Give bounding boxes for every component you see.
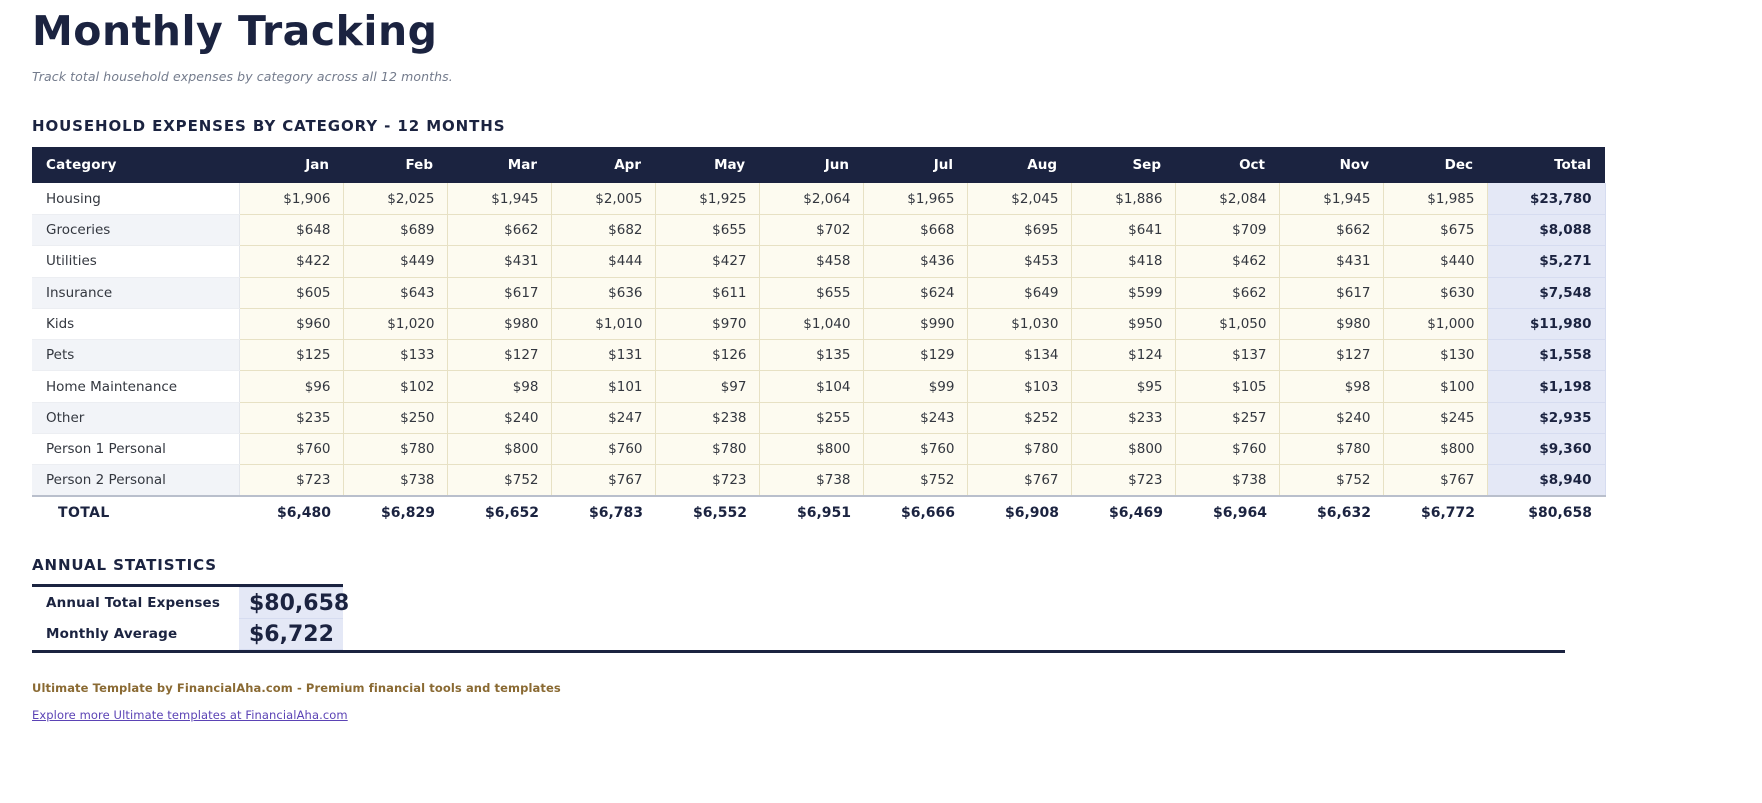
table-row: [32, 308, 1605, 339]
cell-nov: $780: [1279, 434, 1383, 465]
cell-mar: $800: [447, 434, 551, 465]
column-header-category[interactable]: Category: [32, 147, 239, 183]
table-grand-total-row: [32, 496, 1605, 528]
cell-apr: $636: [551, 277, 655, 308]
cell-jan: $96: [239, 371, 343, 402]
grand-total-jan: $6,480: [239, 496, 343, 528]
page-subtitle: Track total household expenses by category across all 12 months.: [32, 69, 453, 85]
statistic-value: $80,658: [239, 588, 343, 619]
cell-oct: $257: [1175, 402, 1279, 433]
cell-dec: $675: [1383, 214, 1487, 245]
cell-may: $723: [655, 465, 759, 496]
cell-feb: $250: [343, 402, 447, 433]
cell-oct: $105: [1175, 371, 1279, 402]
cell-apr: $247: [551, 402, 655, 433]
cell-sep: $599: [1071, 277, 1175, 308]
cell-nov: $240: [1279, 402, 1383, 433]
row-category-label: Pets: [32, 340, 239, 371]
cell-jun: $655: [759, 277, 863, 308]
cell-dec: $100: [1383, 371, 1487, 402]
grand-total-may: $6,552: [655, 496, 759, 528]
table-row: [32, 340, 1605, 371]
cell-sep: $1,886: [1071, 183, 1175, 214]
column-header-aug[interactable]: Aug: [967, 147, 1071, 183]
cell-may: $126: [655, 340, 759, 371]
cell-sep: $233: [1071, 402, 1175, 433]
expenses-table-wrapper: [32, 147, 1762, 528]
cell-oct: $760: [1175, 434, 1279, 465]
cell-jul: $436: [863, 246, 967, 277]
cell-oct: $2,084: [1175, 183, 1279, 214]
cell-may: $655: [655, 214, 759, 245]
cell-aug: $695: [967, 214, 1071, 245]
cell-feb: $780: [343, 434, 447, 465]
cell-may: $970: [655, 308, 759, 339]
cell-sep: $124: [1071, 340, 1175, 371]
row-category-label: Person 2 Personal: [32, 465, 239, 496]
cell-jul: $129: [863, 340, 967, 371]
cell-jan: $605: [239, 277, 343, 308]
cell-apr: $767: [551, 465, 655, 496]
cell-dec: $440: [1383, 246, 1487, 277]
row-category-label: Utilities: [32, 246, 239, 277]
footer-note: Ultimate Template by FinancialAha.com - Premium financial tools and templates: [32, 681, 561, 696]
cell-oct: $137: [1175, 340, 1279, 371]
row-category-label: Housing: [32, 183, 239, 214]
cell-jul: $1,965: [863, 183, 967, 214]
cell-feb: $133: [343, 340, 447, 371]
cell-apr: $2,005: [551, 183, 655, 214]
cell-jul: $668: [863, 214, 967, 245]
statistics-body: [32, 586, 350, 650]
cell-oct: $462: [1175, 246, 1279, 277]
cell-mar: $617: [447, 277, 551, 308]
annual-statistics-table: [32, 584, 350, 650]
row-category-label: Home Maintenance: [32, 371, 239, 402]
column-header-jun[interactable]: Jun: [759, 147, 863, 183]
cell-sep: $95: [1071, 371, 1175, 402]
cell-jun: $2,064: [759, 183, 863, 214]
table-row: [32, 402, 1605, 433]
cell-jun: $702: [759, 214, 863, 245]
cell-feb: $1,020: [343, 308, 447, 339]
grand-total-oct: $6,964: [1175, 496, 1279, 528]
footer-link[interactable]: Explore more Ultimate templates at FinancialAha.com: [32, 708, 348, 723]
grand-total-dec: $6,772: [1383, 496, 1487, 528]
cell-mar: $980: [447, 308, 551, 339]
cell-apr: $444: [551, 246, 655, 277]
cell-nov: $752: [1279, 465, 1383, 496]
cell-jun: $135: [759, 340, 863, 371]
cell-row-total: $7,548: [1487, 277, 1605, 308]
cell-nov: $617: [1279, 277, 1383, 308]
grand-total-aug: $6,908: [967, 496, 1071, 528]
cell-jul: $752: [863, 465, 967, 496]
cell-jan: $422: [239, 246, 343, 277]
cell-aug: $780: [967, 434, 1071, 465]
cell-nov: $662: [1279, 214, 1383, 245]
table-row: [32, 246, 1605, 277]
cell-row-total: $11,980: [1487, 308, 1605, 339]
cell-row-total: $1,198: [1487, 371, 1605, 402]
cell-apr: $131: [551, 340, 655, 371]
column-header-feb[interactable]: Feb: [343, 147, 447, 183]
cell-dec: $130: [1383, 340, 1487, 371]
cell-sep: $723: [1071, 465, 1175, 496]
cell-mar: $98: [447, 371, 551, 402]
statistic-value: $6,722: [239, 619, 343, 650]
grand-total-annual: $80,658: [1487, 496, 1605, 528]
cell-apr: $760: [551, 434, 655, 465]
column-header-nov[interactable]: Nov: [1279, 147, 1383, 183]
cell-jun: $255: [759, 402, 863, 433]
table-header: [32, 147, 1605, 183]
cell-oct: $738: [1175, 465, 1279, 496]
cell-jun: $738: [759, 465, 863, 496]
cell-jan: $648: [239, 214, 343, 245]
table-header-row: [32, 147, 1605, 183]
cell-jun: $104: [759, 371, 863, 402]
cell-jan: $235: [239, 402, 343, 433]
column-header-jan[interactable]: Jan: [239, 147, 343, 183]
cell-may: $780: [655, 434, 759, 465]
cell-mar: $662: [447, 214, 551, 245]
grand-total-label: TOTAL: [32, 496, 239, 528]
cell-jul: $624: [863, 277, 967, 308]
table-row: [32, 434, 1605, 465]
expenses-table: [32, 147, 1606, 528]
cell-jul: $990: [863, 308, 967, 339]
cell-row-total: $5,271: [1487, 246, 1605, 277]
row-category-label: Person 1 Personal: [32, 434, 239, 465]
cell-jan: $125: [239, 340, 343, 371]
cell-row-total: $9,360: [1487, 434, 1605, 465]
cell-nov: $127: [1279, 340, 1383, 371]
annual-statistics-heading: ANNUAL STATISTICS: [32, 556, 217, 575]
row-category-label: Groceries: [32, 214, 239, 245]
statistic-row: [32, 588, 343, 619]
cell-row-total: $8,940: [1487, 465, 1605, 496]
cell-jul: $760: [863, 434, 967, 465]
cell-row-total: $1,558: [1487, 340, 1605, 371]
grand-total-apr: $6,783: [551, 496, 655, 528]
cell-aug: $252: [967, 402, 1071, 433]
cell-sep: $950: [1071, 308, 1175, 339]
cell-oct: $709: [1175, 214, 1279, 245]
cell-jan: $760: [239, 434, 343, 465]
footer: [32, 653, 1762, 723]
grand-total-jun: $6,951: [759, 496, 863, 528]
cell-row-total: $23,780: [1487, 183, 1605, 214]
cell-mar: $1,945: [447, 183, 551, 214]
cell-aug: $649: [967, 277, 1071, 308]
table-body: [32, 183, 1605, 528]
cell-oct: $662: [1175, 277, 1279, 308]
cell-row-total: $8,088: [1487, 214, 1605, 245]
cell-sep: $800: [1071, 434, 1175, 465]
table-row: [32, 465, 1605, 496]
row-category-label: Other: [32, 402, 239, 433]
cell-feb: $2,025: [343, 183, 447, 214]
statistic-label: Monthly Average: [46, 626, 178, 643]
cell-aug: $767: [967, 465, 1071, 496]
row-category-label: Kids: [32, 308, 239, 339]
column-header-apr[interactable]: Apr: [551, 147, 655, 183]
cell-sep: $641: [1071, 214, 1175, 245]
cell-aug: $103: [967, 371, 1071, 402]
cell-apr: $1,010: [551, 308, 655, 339]
cell-dec: $245: [1383, 402, 1487, 433]
cell-mar: $127: [447, 340, 551, 371]
column-header-jul[interactable]: Jul: [863, 147, 967, 183]
cell-dec: $1,985: [1383, 183, 1487, 214]
expenses-table-heading: HOUSEHOLD EXPENSES BY CATEGORY - 12 MONTHS: [32, 117, 506, 136]
column-header-dec[interactable]: Dec: [1383, 147, 1487, 183]
cell-feb: $449: [343, 246, 447, 277]
cell-feb: $102: [343, 371, 447, 402]
column-header-may[interactable]: May: [655, 147, 759, 183]
cell-aug: $134: [967, 340, 1071, 371]
cell-may: $427: [655, 246, 759, 277]
column-header-oct[interactable]: Oct: [1175, 147, 1279, 183]
table-row: [32, 277, 1605, 308]
table-row: [32, 183, 1605, 214]
cell-aug: $1,030: [967, 308, 1071, 339]
cell-aug: $453: [967, 246, 1071, 277]
table-row: [32, 214, 1605, 245]
cell-mar: $752: [447, 465, 551, 496]
cell-aug: $2,045: [967, 183, 1071, 214]
cell-apr: $101: [551, 371, 655, 402]
cell-may: $97: [655, 371, 759, 402]
cell-dec: $630: [1383, 277, 1487, 308]
cell-jan: $1,906: [239, 183, 343, 214]
cell-feb: $643: [343, 277, 447, 308]
column-header-mar[interactable]: Mar: [447, 147, 551, 183]
page-title: Monthly Tracking: [32, 7, 438, 55]
column-header-sep[interactable]: Sep: [1071, 147, 1175, 183]
cell-jun: $458: [759, 246, 863, 277]
statistic-label: Annual Total Expenses: [46, 595, 221, 612]
cell-nov: $980: [1279, 308, 1383, 339]
cell-dec: $800: [1383, 434, 1487, 465]
cell-oct: $1,050: [1175, 308, 1279, 339]
cell-nov: $98: [1279, 371, 1383, 402]
cell-dec: $767: [1383, 465, 1487, 496]
cell-nov: $1,945: [1279, 183, 1383, 214]
cell-sep: $418: [1071, 246, 1175, 277]
cell-row-total: $2,935: [1487, 402, 1605, 433]
cell-jun: $800: [759, 434, 863, 465]
cell-jul: $243: [863, 402, 967, 433]
cell-jan: $960: [239, 308, 343, 339]
cell-mar: $431: [447, 246, 551, 277]
cell-dec: $1,000: [1383, 308, 1487, 339]
grand-total-mar: $6,652: [447, 496, 551, 528]
cell-nov: $431: [1279, 246, 1383, 277]
cell-may: $1,925: [655, 183, 759, 214]
cell-may: $238: [655, 402, 759, 433]
grand-total-feb: $6,829: [343, 496, 447, 528]
cell-feb: $689: [343, 214, 447, 245]
cell-mar: $240: [447, 402, 551, 433]
statistic-row: [32, 619, 343, 650]
cell-jul: $99: [863, 371, 967, 402]
cell-jan: $723: [239, 465, 343, 496]
cell-jun: $1,040: [759, 308, 863, 339]
cell-feb: $738: [343, 465, 447, 496]
grand-total-jul: $6,666: [863, 496, 967, 528]
column-header-total[interactable]: Total: [1487, 147, 1605, 183]
grand-total-sep: $6,469: [1071, 496, 1175, 528]
table-row: [32, 371, 1605, 402]
cell-may: $611: [655, 277, 759, 308]
cell-apr: $682: [551, 214, 655, 245]
grand-total-nov: $6,632: [1279, 496, 1383, 528]
row-category-label: Insurance: [32, 277, 239, 308]
